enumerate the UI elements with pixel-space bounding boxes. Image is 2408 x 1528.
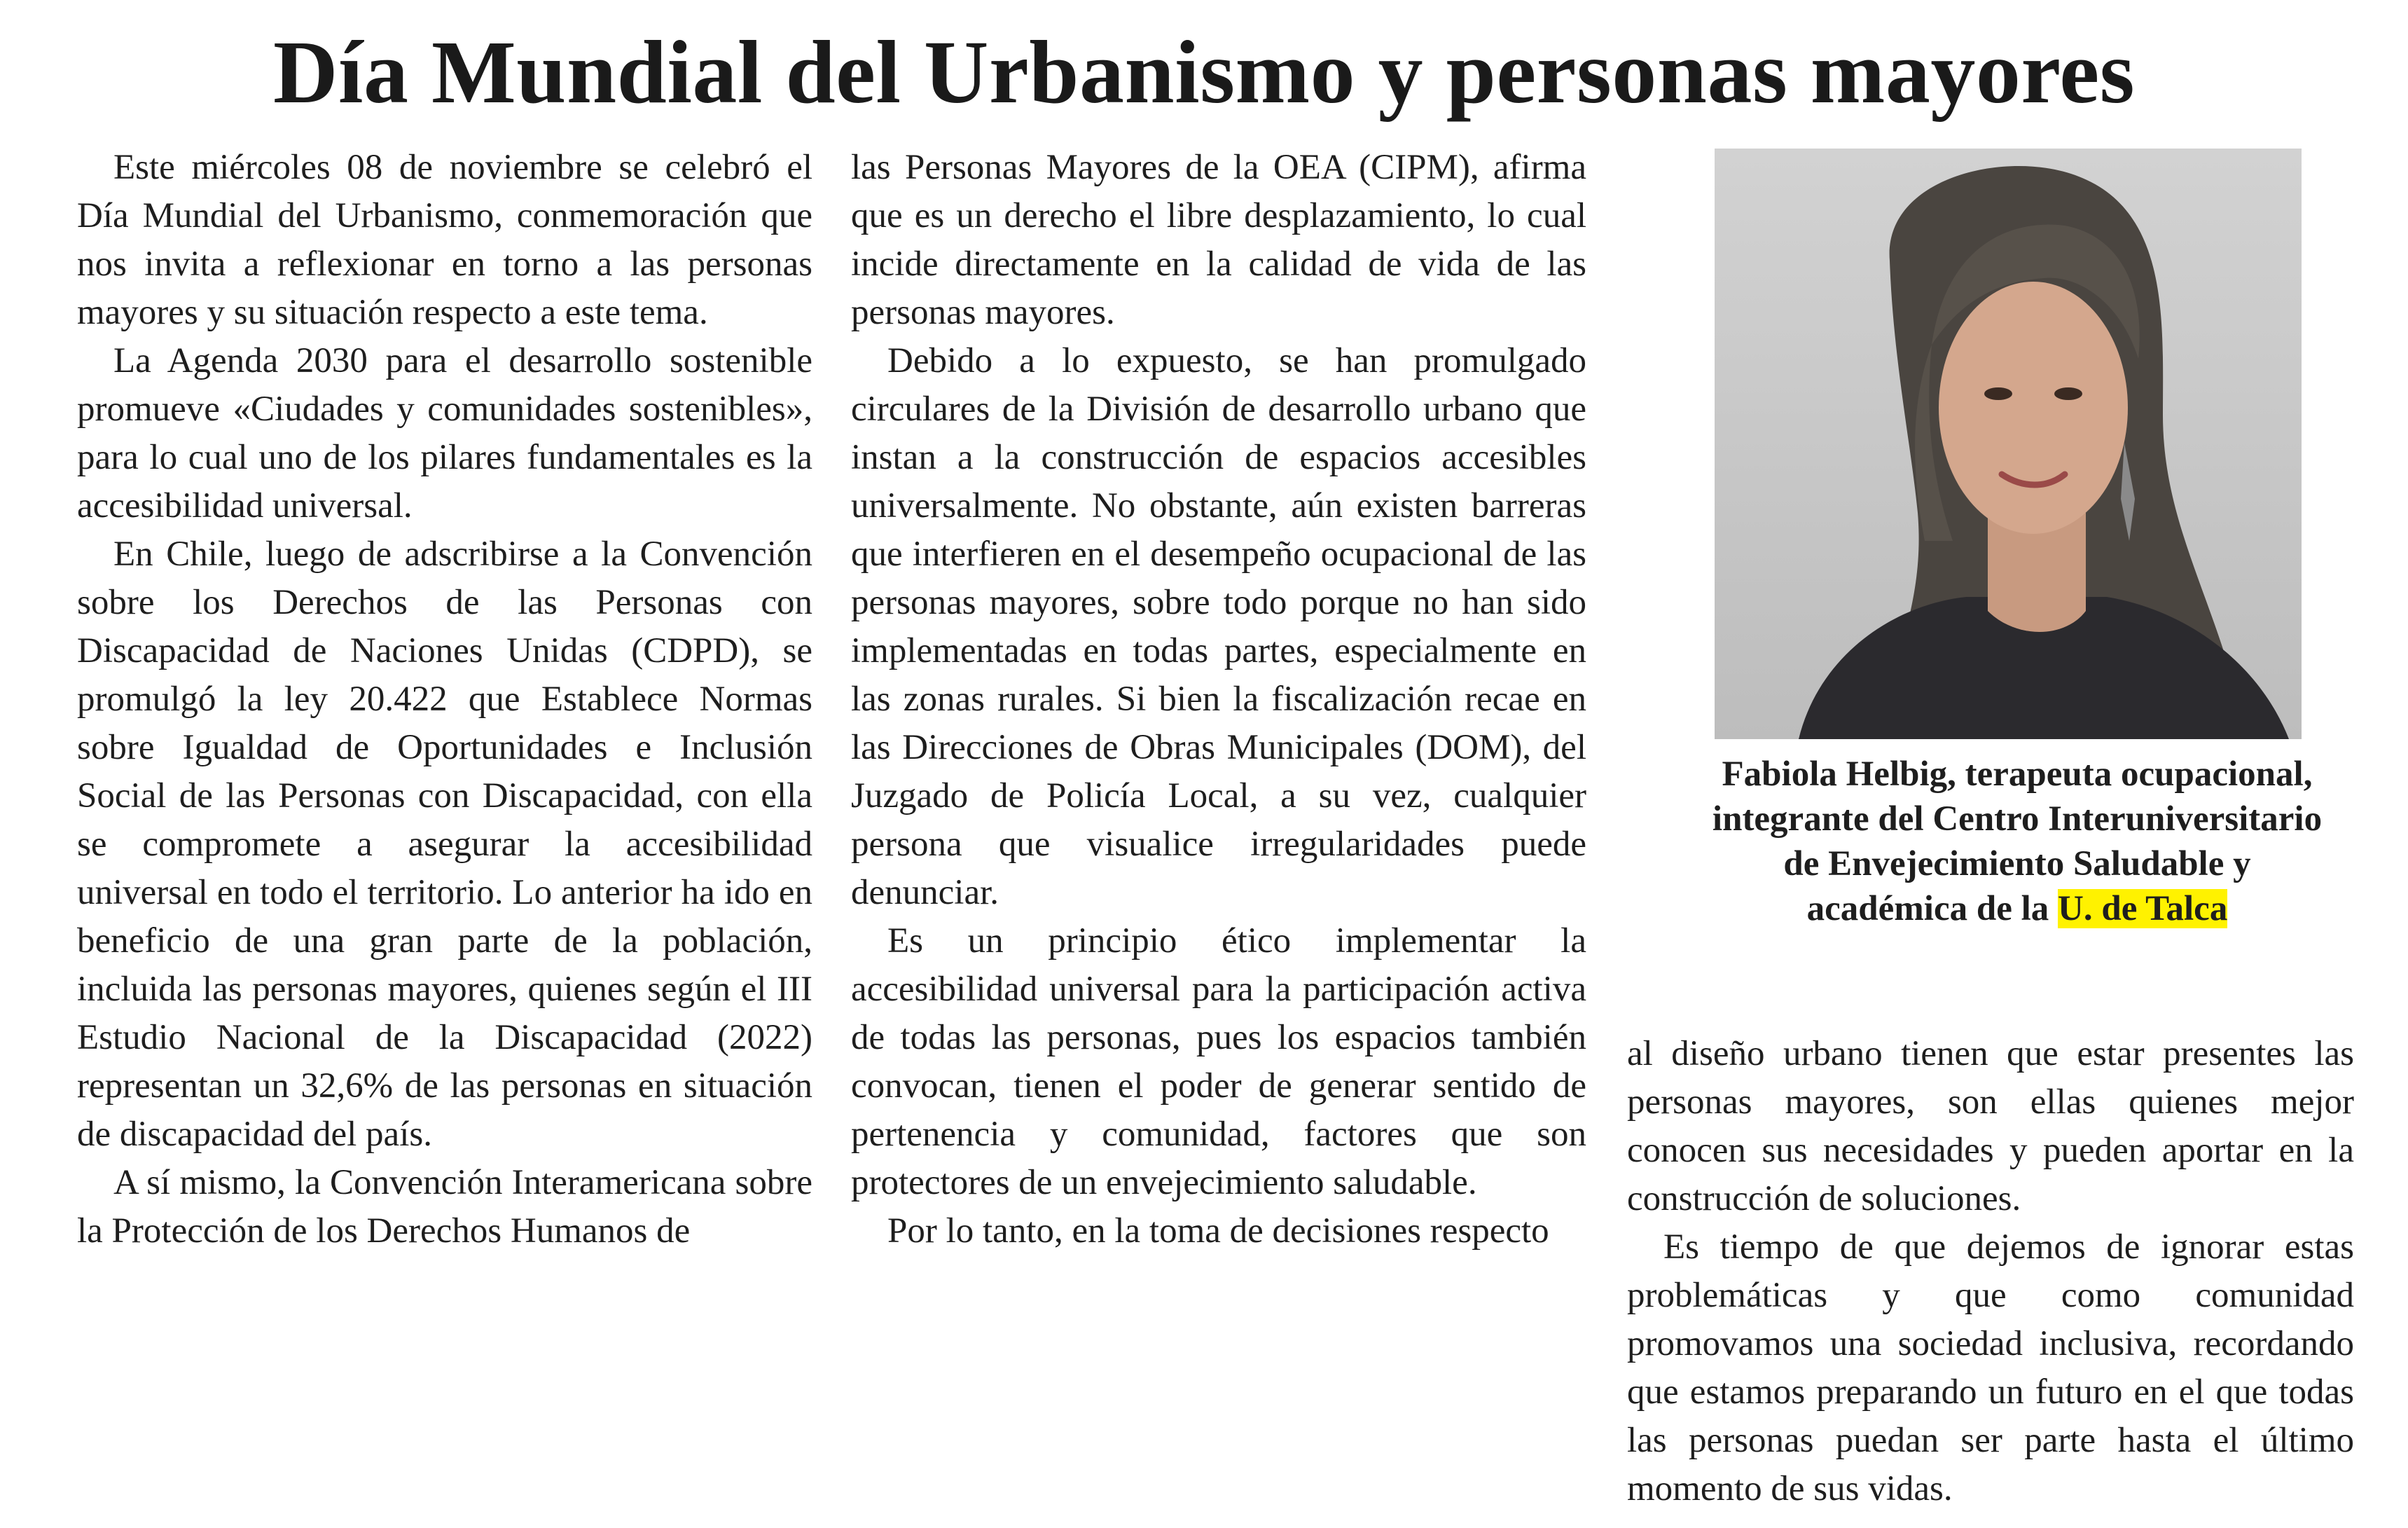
caption-text: Fabiola Helbig, terapeuta ocupacional, integrante del Centro Interuniversitario de Envejecimiento Saludable y académica de la [1712, 755, 2323, 928]
article-column-1 [77, 144, 812, 1255]
caption-highlight: U. de Talca [2058, 889, 2228, 928]
paragraph: A sí mismo, la Convención Interamericana sobre la Protección de los Derechos Humanos de [77, 1163, 812, 1251]
paragraph: Este miércoles 08 de noviembre se celebró el Día Mundial del Urbanismo, conmemoración que nos invita a reflexionar en torno a las personas mayores y su situación respecto a este tema. [77, 148, 812, 332]
paragraph: En Chile, luego de adscribirse a la Convención sobre los Derechos de las Personas con Discapacidad de Naciones Unidas (CDPD), se promulgó la ley 20.422 que Establece Normas sobre Igualdad de Oportunidades e Inclusión Social de las Personas con Discapacidad, con ella se compromete a asegurar la accesibilidad universal en todo el territorio. Lo anterior ha ido en beneficio de una gran parte de la población, incluida las personas mayores, quienes según el III Estudio Nacional de la Discapacidad (2022) representan un 32,6% de las personas en situación de discapacidad del país. [77, 535, 812, 1154]
photo-caption [1709, 752, 2325, 931]
paragraph: Debido a lo expuesto, se han promulgado circulares de la División de desarrollo urbano que instan a la construcción de espacios accesibles universalmente. No obstante, aún existen barreras que interfieren en el desempeño ocupacional de las personas mayores, sobre todo porque no han sido implementadas en todas partes, especialmente en las zonas rurales. Si bien la fiscalización recae en las Direcciones de Obras Municipales (DOM), del Juzgado de Policía Local, a su vez, cualquier persona que visualice irregularidades puede denunciar. [851, 341, 1586, 912]
paragraph: Es un principio ético implementar la accesibilidad universal para la participación activa de todas las personas, pues los espacios también convocan, tienen el poder de generar sentido de pertenencia y comunidad, factores que son protectores de un envejecimiento saludable. [851, 921, 1586, 1202]
article-column-2 [851, 144, 1586, 1255]
portrait-photo [1715, 149, 2302, 739]
paragraph: Por lo tanto, en la toma de decisiones respecto [887, 1211, 1549, 1251]
headline: Día Mundial del Urbanismo y personas mayores [272, 22, 2136, 122]
paragraph: las Personas Mayores de la OEA (CIPM), afirma que es un derecho el libre desplazamiento, lo cual incide directamente en la calidad de vida de las personas mayores. [851, 148, 1586, 332]
paragraph: al diseño urbano tienen que estar presentes las personas mayores, son ellas quienes mejor conocen sus necesidades y pueden aportar en la construcción de soluciones. [1627, 1034, 2354, 1218]
article-column-3 [1627, 1030, 2354, 1513]
paragraph: Es tiempo de que dejemos de ignorar estas problemáticas y que como comunidad promovamos una sociedad inclusiva, recordando que estamos preparando un futuro en el que todas las personas puedan ser parte hasta el último momento de sus vidas. [1627, 1227, 2354, 1508]
paragraph: La Agenda 2030 para el desarrollo sostenible promueve «Ciudades y comunidades sostenibles», para lo cual uno de los pilares fundamentales es la accesibilidad universal. [77, 341, 812, 525]
